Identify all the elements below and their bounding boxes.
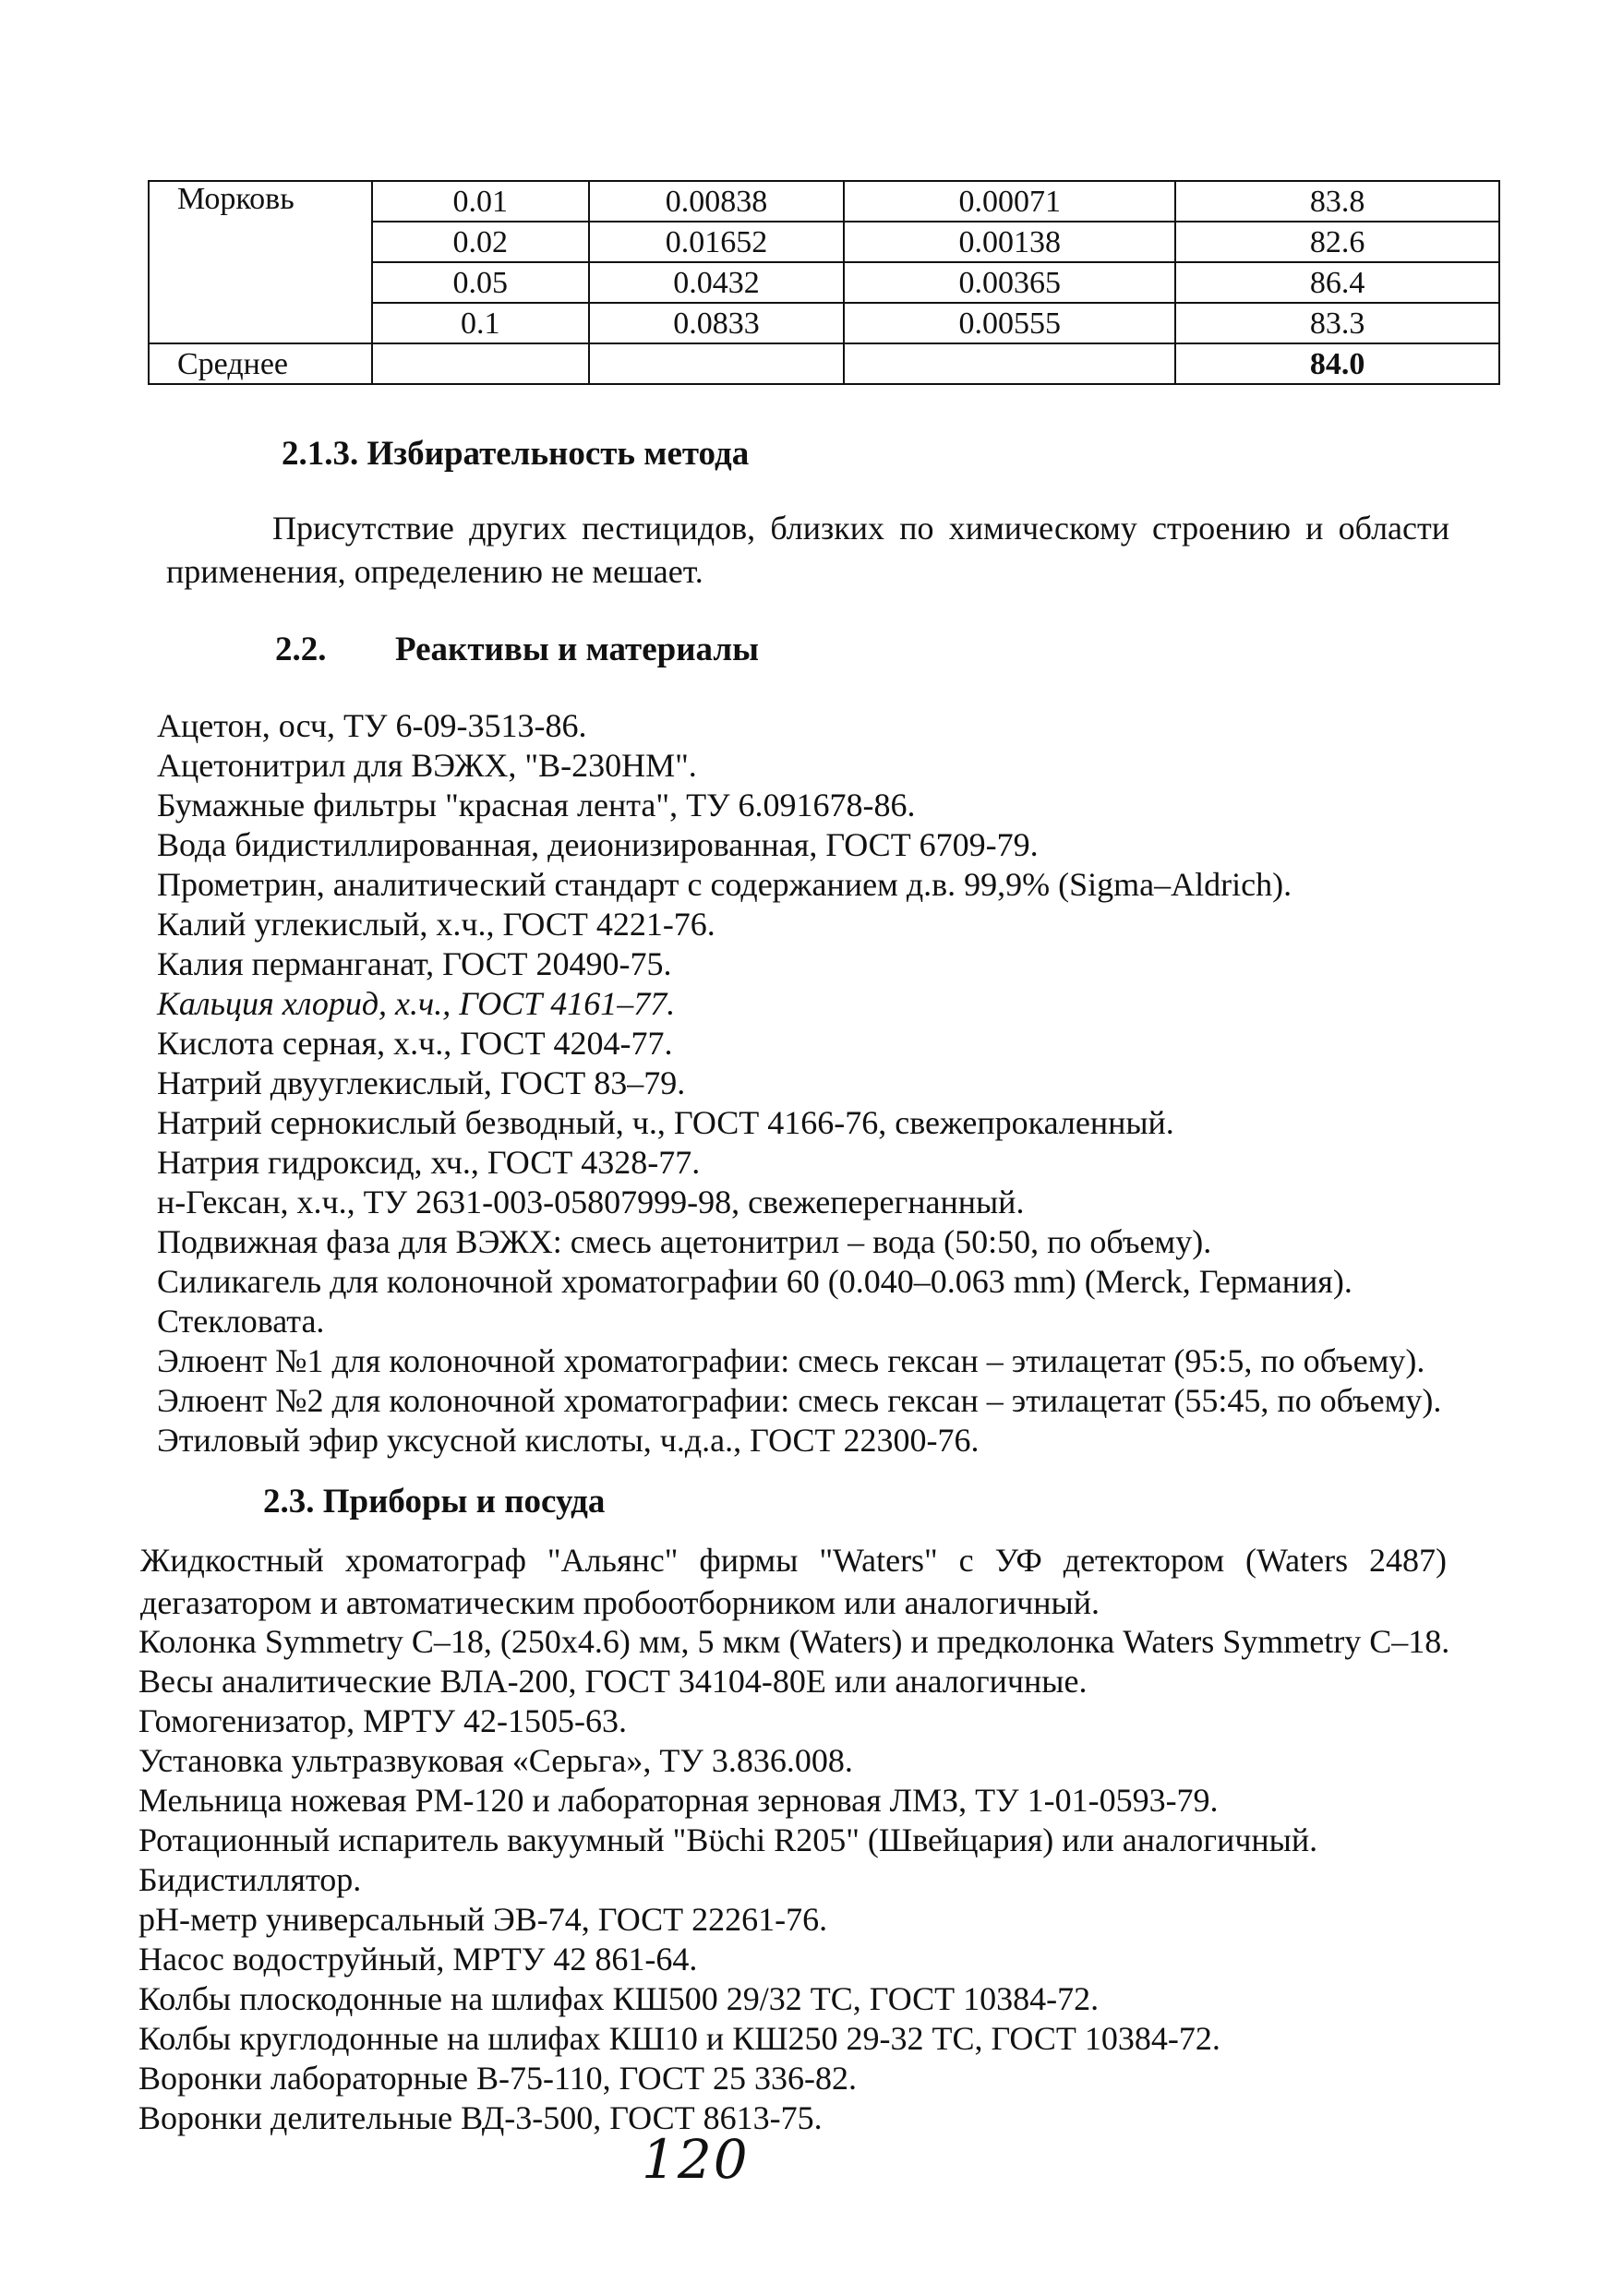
- table-cell: 0.0432: [589, 262, 844, 303]
- table-cell: 0.02: [372, 222, 589, 262]
- list-item: Стекловата.: [157, 1303, 325, 1340]
- table-cell: 0.00555: [844, 303, 1175, 343]
- paragraph-line: дегазатором и автоматическим пробоотборником или аналогичный.: [140, 1584, 1100, 1621]
- paragraph-line: Жидкостный хроматограф "Альянс" фирмы "Waters" с УФ детектором (Waters 2487): [140, 1542, 1447, 1579]
- instruments-intro: [140, 1540, 1447, 1581]
- list-item: Натрий двууглекислый, ГОСТ 83–79.: [157, 1064, 686, 1101]
- section-heading-2-3: 2.3. Приборы и посуда: [263, 1483, 606, 1521]
- table-cell: 0.01: [372, 181, 589, 222]
- list-item: Подвижная фаза для ВЭЖХ: смесь ацетонитрил – вода (50:50, по объему).: [157, 1223, 1212, 1260]
- list-item: Вода бидистиллированная, деионизированная, ГОСТ 6709-79.: [157, 826, 1039, 863]
- section-title: Реактивы и материалы: [395, 631, 759, 668]
- paragraph-line: применения, определению не мешает.: [166, 553, 703, 590]
- table-cell-empty: [589, 343, 844, 384]
- list-item: Колбы плоскодонные на шлифах КШ500 29/32 ТС, ГОСТ 10384-72.: [138, 1980, 1100, 2017]
- list-item: Этиловый эфир уксусной кислоты, ч.д.а., ГОСТ 22300-76.: [157, 1422, 980, 1459]
- table-cell: 0.00365: [844, 262, 1175, 303]
- table-cell: 0.1: [372, 303, 589, 343]
- list-item: Установка ультразвуковая «Серьга», ТУ 3.836.008.: [138, 1742, 853, 1779]
- list-item: Бидистиллятор.: [138, 1861, 362, 1898]
- paragraph-line: Присутствие других пестицидов, близких по химическому строению и области: [272, 510, 1449, 547]
- reagents-list: [157, 706, 1441, 1461]
- list-item: Колбы круглодонные на шлифах КШ10 и КШ250 29-32 ТС, ГОСТ 10384-72.: [138, 2020, 1220, 2057]
- list-item: Воронки делительные ВД-3-500, ГОСТ 8613-75.: [138, 2099, 823, 2136]
- list-item: н-Гексан, х.ч., ТУ 2631-003-05807999-98, свежеперегнанный.: [157, 1184, 1025, 1220]
- list-item-text: Весы аналитические ВЛА-200, ГОСТ 34104-80Е или аналогичные.: [138, 1663, 1088, 1700]
- list-item: Мельница ножевая РМ-120 и лабораторная зерновая ЛМЗ, ТУ 1-01-0593-79.: [138, 1782, 1219, 1819]
- list-item: Гомогенизатор, МРТУ 42-1505-63.: [138, 1702, 627, 1739]
- table-cell: 0.01652: [589, 222, 844, 262]
- table-cell: 82.6: [1175, 222, 1499, 262]
- list-item: Натрий сернокислый безводный, ч., ГОСТ 4166-76, свежепрокаленный.: [157, 1104, 1174, 1141]
- table-cell: 0.00138: [844, 222, 1175, 262]
- list-item: рН-метр универсальный ЭВ-74, ГОСТ 22261-76.: [138, 1901, 828, 1938]
- list-item: Ротационный испаритель вакуумный "Bϋchi R205" (Швейцария) или аналогичный.: [138, 1821, 1318, 1858]
- table-cell: 83.8: [1175, 181, 1499, 222]
- list-item: Калий углекислый, х.ч., ГОСТ 4221-76.: [157, 906, 715, 943]
- list-item: Насос водоструйный, МРТУ 42 861-64.: [138, 1941, 698, 1977]
- list-item: Прометрин, аналитический стандарт с содержанием д.в. 99,9% (Sigma–Aldrich).: [157, 866, 1292, 903]
- list-item: Ацетонитрил для ВЭЖХ, "В-230НМ".: [157, 747, 697, 784]
- list-item: Натрия гидроксид, хч., ГОСТ 4328-77.: [157, 1144, 701, 1181]
- table-cell: 0.00838: [589, 181, 844, 222]
- table-cell: 0.0833: [589, 303, 844, 343]
- list-item: Воронки лабораторные В-75-110, ГОСТ 25 336-82.: [138, 2060, 858, 2097]
- table-cell: 0.00071: [844, 181, 1175, 222]
- section-heading-2-2: [275, 630, 759, 669]
- table-cell: 83.3: [1175, 303, 1499, 343]
- table-cell-crop: Морковь: [149, 181, 372, 343]
- table-row-average: [149, 343, 1499, 384]
- list-item: Элюент №2 для колоночной хроматографии: смесь гексан – этилацетат (55:45, по объему).: [157, 1382, 1442, 1419]
- list-item: Бумажные фильтры "красная лента", ТУ 6.091678-86.: [157, 787, 916, 823]
- table-cell-empty: [844, 343, 1175, 384]
- table-cell: 0.05: [372, 262, 589, 303]
- table-cell-average-value: 84.0: [1175, 343, 1499, 384]
- instruments-list: [138, 1622, 1449, 2138]
- list-item: Силикагель для колоночной хроматографии 60 (0.040–0.063 mm) (Merck, Германия).: [157, 1263, 1352, 1300]
- table-row: [149, 181, 1499, 222]
- list-item: Кислота серная, х.ч., ГОСТ 4204-77.: [157, 1025, 673, 1062]
- list-item: Калия перманганат, ГОСТ 20490-75.: [157, 945, 672, 982]
- page-number: 120: [642, 2128, 750, 2191]
- list-item: Кальция хлорид, х.ч., ГОСТ 4161–77.: [157, 985, 676, 1022]
- table-cell-average-label: Среднее: [149, 343, 372, 384]
- list-item: Колонка Symmetry C–18, (250x4.6) мм, 5 мкм (Waters) и предколонка Waters Symmetry C–18.: [138, 1623, 1450, 1660]
- table-cell-empty: [372, 343, 589, 384]
- list-item: Элюент №1 для колоночной хроматографии: смесь гексан – этилацетат (95:5, по объему).: [157, 1342, 1425, 1379]
- list-item: Ацетон, осч, ТУ 6-09-3513-86.: [157, 707, 587, 744]
- table-cell: 86.4: [1175, 262, 1499, 303]
- results-table: [148, 180, 1500, 385]
- list-item: [138, 1662, 1449, 1701]
- section-number: 2.2.: [275, 631, 327, 668]
- selectivity-paragraph: [166, 508, 1449, 548]
- section-heading-2-1-3: 2.1.3. Избирательность метода: [282, 435, 750, 473]
